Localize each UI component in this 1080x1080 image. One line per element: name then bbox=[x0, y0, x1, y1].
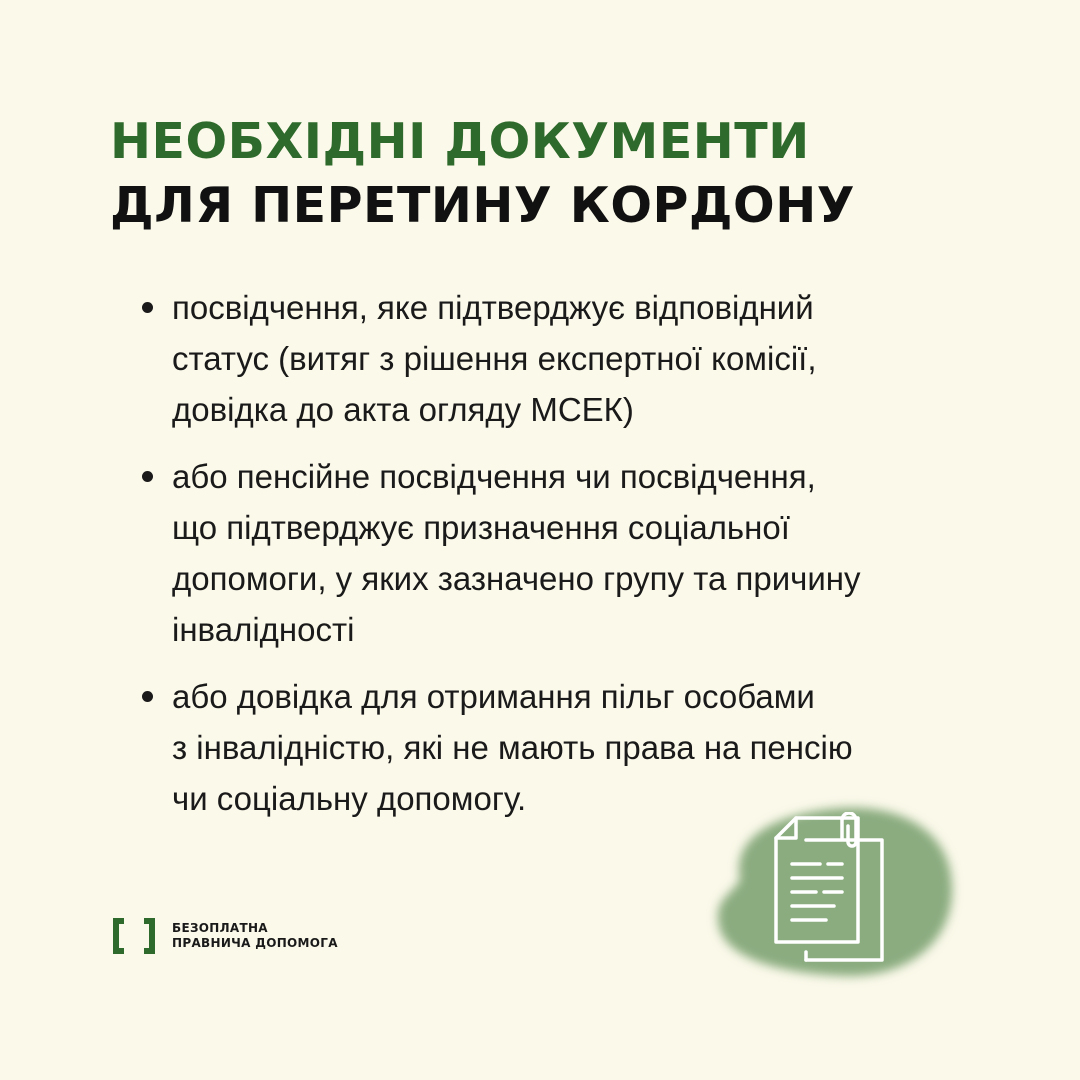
title-line-black: ДЛЯ ПЕРЕТИНУ КОРДОНУ bbox=[110, 177, 855, 234]
brand-name-line: ПРАВНИЧА ДОПОМОГА bbox=[172, 936, 338, 950]
document-list bbox=[140, 282, 960, 840]
bracket-logo-icon bbox=[110, 915, 158, 957]
list-item-line: допомоги, у яких зазначено групу та причину bbox=[172, 560, 861, 597]
brand-logo bbox=[110, 915, 338, 957]
list-item-line: посвідчення, яке підтверджує відповідний bbox=[172, 289, 814, 326]
list-item-line: довідка до акта огляду МСЕК) bbox=[172, 391, 634, 428]
bullet-dot-icon bbox=[142, 691, 153, 702]
list-item-line: статус (витяг з рішення експертної комісії, bbox=[172, 340, 817, 377]
list-item-line: або пенсійне посвідчення чи посвідчення, bbox=[172, 458, 816, 495]
page-title bbox=[110, 110, 855, 238]
list-item-line: інвалідності bbox=[172, 611, 355, 648]
list-item-line: з інвалідністю, які не мають права на пенсію bbox=[172, 729, 853, 766]
list-item-line: чи соціальну допомогу. bbox=[172, 780, 527, 817]
list-item bbox=[140, 451, 960, 655]
list-item bbox=[140, 282, 960, 435]
brand-name-line: БЕЗОПЛАТНА bbox=[172, 921, 268, 935]
brand-name bbox=[172, 921, 338, 951]
document-paperclip-icon bbox=[770, 812, 892, 964]
list-item-line: що підтверджує призначення соціальної bbox=[172, 509, 790, 546]
list-item-line: або довідка для отримання пільг особами bbox=[172, 678, 815, 715]
title-line-green: НЕОБХІДНІ ДОКУМЕНТИ bbox=[110, 113, 810, 170]
bullet-dot-icon bbox=[142, 471, 153, 482]
bullet-dot-icon bbox=[142, 302, 153, 313]
